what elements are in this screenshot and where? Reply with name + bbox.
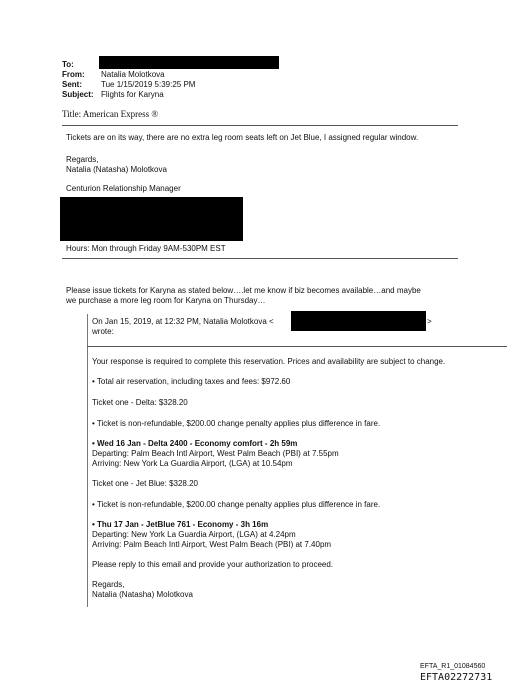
flight2-arrive: Arriving: Palm Beach Intl Airport, West Palm Beach (PBI) at 7.40pm	[92, 540, 332, 549]
reply-role: Centurion Relationship Manager	[66, 184, 181, 193]
ticket1-title: Ticket one - Delta: $328.20	[92, 398, 188, 407]
attribution-line-1: On Jan 15, 2019, at 12:32 PM, Natalia Molotkova <	[92, 317, 274, 326]
flight1-title: • Wed 16 Jan - Delta 2400 - Economy comfort - 2h 59m	[92, 439, 298, 448]
attribution-end: >	[427, 317, 432, 326]
title-line: Title: American Express ®	[62, 109, 159, 119]
redacted-sender-email	[291, 311, 426, 331]
ticket2-title: Ticket one - Jet Blue: $328.20	[92, 479, 198, 488]
footer-id-big: EFTA02272731	[420, 672, 493, 683]
ticket1-terms: • Ticket is non-refundable, $200.00 change penalty applies plus difference in fare.	[92, 419, 381, 428]
request-line-2: we purchase a more leg room for Karyna on Thursday…	[66, 296, 266, 305]
reply-hours: Hours: Mon through Friday 9AM-530PM EST	[66, 244, 226, 253]
reply-bottom-rule	[62, 258, 458, 259]
sent-value: Tue 1/15/2019 5:39:25 PM	[101, 80, 196, 89]
subject-value: Flights for Karyna	[101, 90, 164, 99]
flight1-arrive: Arriving: New York La Guardia Airport, (LGA) at 10.54pm	[92, 459, 293, 468]
reply-top-rule	[62, 125, 458, 126]
flight2-title: • Thu 17 Jan - JetBlue 761 - Economy - 3h 16m	[92, 520, 269, 529]
reply-request: Please reply to this email and provide your authorization to proceed.	[92, 560, 334, 569]
ticket2-terms: • Ticket is non-refundable, $200.00 change penalty applies plus difference in fare.	[92, 500, 381, 509]
quoted-regards: Regards,	[92, 580, 125, 589]
reply-line-1: Tickets are on its way, there are no extra leg room seats left on Jet Blue, I assigned regular window.	[66, 133, 419, 142]
redacted-recipient	[99, 56, 279, 69]
flight2-depart: Departing: New York La Guardia Airport, (LGA) at 4.24pm	[92, 530, 296, 539]
total-reservation: • Total air reservation, including taxes and fees: $972.60	[92, 377, 291, 386]
flight1-depart: Departing: Palm Beach Intl Airport, West Palm Beach (PBI) at 7.55pm	[92, 449, 339, 458]
subject-label: Subject:	[62, 90, 94, 99]
request-line-1: Please issue tickets for Karyna as stated below….let me know if biz becomes available…and maybe	[66, 286, 421, 295]
sent-label: Sent:	[62, 80, 82, 89]
footer-id-small: EFTA_R1_01084560	[420, 663, 486, 670]
redacted-contact-block	[60, 197, 243, 241]
quote-top-rule	[87, 346, 507, 347]
reply-regards: Regards,	[66, 155, 99, 164]
to-label: To:	[62, 60, 74, 69]
reply-name: Natalia (Natasha) Molotkova	[66, 165, 167, 174]
quote-bar	[87, 314, 88, 607]
from-label: From:	[62, 70, 85, 79]
response-required: Your response is required to complete this reservation. Prices and availability are subject to change.	[92, 357, 446, 366]
attribution-line-2: wrote:	[92, 327, 114, 336]
quoted-name: Natalia (Natasha) Molotkova	[92, 590, 193, 599]
from-value: Natalia Molotkova	[101, 70, 165, 79]
